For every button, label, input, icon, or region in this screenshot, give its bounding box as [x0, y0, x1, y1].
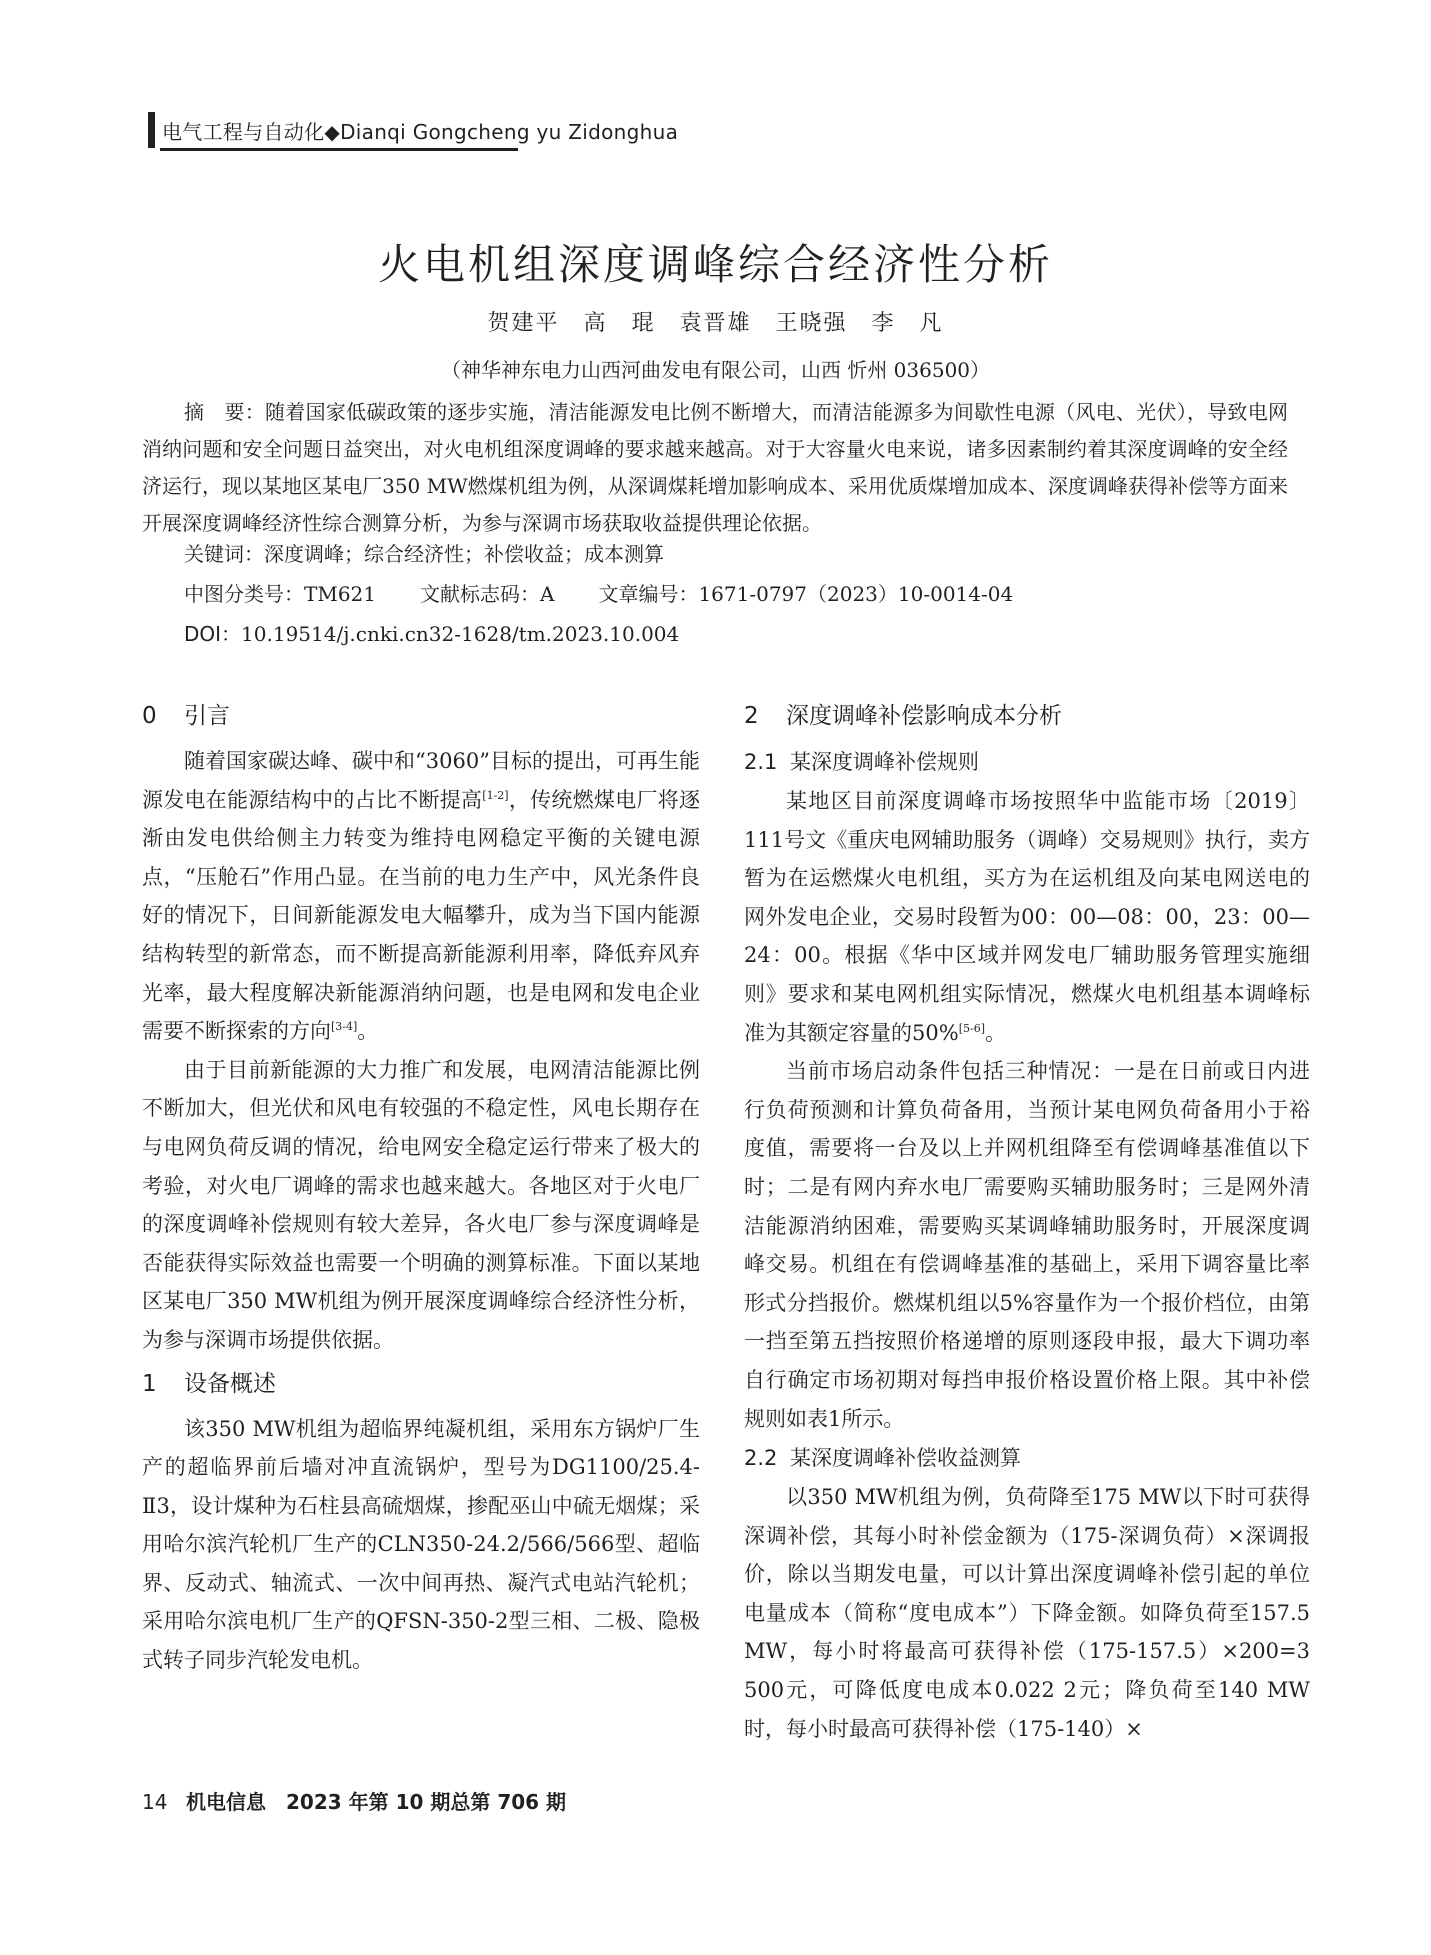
section-2-1-heading [744, 742, 1310, 782]
running-header [148, 108, 679, 152]
doc-code-label: 文献标志码： [420, 582, 540, 606]
section-2-number: 2 [744, 703, 759, 729]
article-title: 火电机组深度调峰综合经济性分析 [377, 240, 1053, 289]
abstract-text: 随着国家低碳政策的逐步实施，清洁能源发电比例不断增大，而清洁能源多为间歇性电源（风电、光伏），导致电网消纳问题和安全问题日益突出，对火电机组深度调峰的要求越来越高。对于大容量火电来说，诸多因素制约着其深度调峰的安全经济运行，现以某地区某电厂350 MW燃煤机组为例，从深调煤耗增加影响成本、采用优质煤增加成本、深度调峰获得补偿等方面来开展深度调峰经济性综合测算分析，为参与深调市场获取收益提供理论依据。 [142, 400, 1289, 535]
keywords-text: 深度调峰；综合经济性；补偿收益；成本测算 [264, 542, 664, 566]
section-1-heading [142, 1364, 700, 1404]
journal-name-cn: 电气工程与自动化 [162, 120, 325, 144]
section-0-p1-text-a: 随着国家碳达峰、碳中和“3060”目标的提出，可再生能源发电在能源结构中的占比不断提高 [142, 749, 700, 812]
citation-1-2: [1-2] [482, 788, 509, 802]
section-0-heading [142, 696, 700, 736]
section-0-p1-text-b: ，传统燃煤电厂将逐渐由发电供给侧主力转变为维持电网稳定平衡的关键电源点，“压舱石”作用凸显。在当前的电力生产中，风光条件良好的情况下，日间新能源发电大幅攀升，成为当下国内能源结构转型的新常态，而不断提高新能源利用率，降低弃风弃光率，最大程度解决新能源消纳问题，也是电网和发电企业需要不断探索的方向 [142, 787, 701, 1044]
abstract-label: 摘 要： [184, 400, 266, 424]
section-2-1-p1-text-b: 。 [984, 1020, 1006, 1045]
doc-code-value: A [540, 582, 555, 606]
article-authors: 贺建平 高 琨 袁晋雄 王晓强 李 凡 [487, 311, 944, 336]
page-footer [142, 1786, 566, 1815]
page-number: 14 [142, 1790, 168, 1814]
section-2-title: 深度调峰补偿影响成本分析 [786, 703, 1062, 729]
keywords [184, 538, 664, 567]
right-column [744, 694, 1310, 1748]
section-2-heading [744, 696, 1310, 736]
doi-value: 10.19514/j.cnki.cn32-1628/tm.2023.10.004 [241, 622, 680, 646]
header-rule [160, 148, 518, 151]
article-number-label: 文章编号： [598, 582, 699, 606]
section-2-2-paragraph-1: 以350 MW机组为例，负荷降至175 MW以下时可获得深调补偿，其每小时补偿金额为（175-深调负荷）×深调报价，除以当期发电量，可以计算出深度调峰补偿引起的单位电量成本（简称“度电成本”）下降金额。如降负荷至157.5 MW，每小时将最高可获得补偿（175-157.5）×200=3 500元，可降低度电成本0.022 2元；降负荷至140 MW时，每小时最高可获得补偿（175-140）× [744, 1485, 1310, 1741]
section-2-1-p1-text-a: 某地区目前深度调峰市场按照华中监能市场〔2019〕111号文《重庆电网辅助服务（调峰）交易规则》执行，卖方暂为在运燃煤火电机组，买方为在运机组及向某电网送电的网外发电企业，交易时段暂为00：00—08：00，23：00—24：00。根据《华中区域并网发电厂辅助服务管理实施细则》要求和某电网机组实际情况，燃煤火电机组基本调峰标准为其额定容量的50% [744, 789, 1310, 1045]
doi-label: DOI： [184, 622, 242, 646]
left-column [142, 694, 700, 1680]
section-2-1-title: 某深度调峰补偿规则 [790, 750, 979, 774]
doi-line [184, 618, 679, 647]
citation-5-6: [5-6] [958, 1021, 985, 1035]
diamond-icon: ◆ [324, 120, 341, 144]
section-0-title: 引言 [184, 703, 230, 729]
article-affiliation: （神华神东电力山西河曲发电有限公司，山西 忻州 036500） [440, 358, 991, 382]
section-0-paragraph-2: 由于目前新能源的大力推广和发展，电网清洁能源比例不断加大，但光伏和风电有较强的不稳定性，风电长期存在与电网负荷反调的情况，给电网安全稳定运行带来了极大的考验，对火电厂调峰的需求也越来越大。各地区对于火电厂的深度调峰补偿规则有较大差异，各火电厂参与深度调峰是否能获得实际效益也需要一个明确的测算标准。下面以某地区某电厂350 MW机组为例开展深度调峰综合经济性分析，为参与深调市场提供依据。 [142, 1057, 700, 1352]
section-0-number: 0 [142, 703, 157, 729]
section-2-2-title: 某深度调峰补偿收益测算 [790, 1446, 1021, 1471]
journal-name-en: Dianqi Gongcheng yu Zidonghua [340, 120, 679, 144]
section-1-number: 1 [142, 1370, 157, 1397]
section-0-p1-text-c: 。 [357, 1019, 379, 1044]
section-1-title: 设备概述 [184, 1370, 276, 1397]
keywords-label: 关键词： [184, 542, 264, 566]
section-2-1-paragraph-1 [744, 782, 1310, 1052]
section-2-1-paragraph-2: 当前市场启动条件包括三种情况：一是在日前或日内进行负荷预测和计算负荷备用，当预计某电网负荷备用小于裕度值，需要将一台及以上并网机组降至有偿调峰基准值以下时；二是有网内弃水电厂需要购买辅助服务时；三是网外清洁能源消纳困难，需要购买某调峰辅助服务时，开展深度调峰交易。机组在有偿调峰基准的基础上，采用下调容量比率形式分挡报价。燃煤机组以5%容量作为一个报价档位，由第一挡至第五挡按照价格递增的原则逐段申报，最大下调功率自行确定市场初期对每挡申报价格设置价格上限。其中补偿规则如表1所示。 [744, 1059, 1310, 1431]
clc-value: TM621 [304, 582, 376, 606]
abstract [142, 394, 1288, 542]
article-number-value: 1671-0797（2023）10-0014-04 [698, 582, 1014, 606]
classification-line [184, 578, 1013, 607]
header-text [162, 116, 678, 145]
header-bar [148, 112, 155, 148]
section-0-paragraph-1 [142, 742, 700, 1051]
section-2-2-number: 2.2 [744, 1446, 778, 1471]
section-2-2-heading [744, 1438, 1310, 1478]
clc-label: 中图分类号： [184, 582, 304, 606]
section-1-paragraph-1: 该350 MW机组为超临界纯凝机组，采用东方锅炉厂生产的超临界前后墙对冲直流锅炉，型号为DG1100/25.4-Ⅱ3，设计煤种为石柱县高硫烟煤，掺配巫山中硫无烟煤；采用哈尔滨汽轮机厂生产的CLN350-24.2/566/566型、超临界、反动式、轴流式、一次中间再热、凝汽式电站汽轮机；采用哈尔滨电机厂生产的QFSN-350-2型三相、二极、隐极式转子同步汽轮发电机。 [142, 1416, 700, 1673]
citation-3-4: [3-4] [331, 1020, 358, 1034]
footer-journal: 机电信息 2023 年第 10 期总第 706 期 [186, 1790, 567, 1814]
section-2-1-number: 2.1 [744, 750, 778, 774]
